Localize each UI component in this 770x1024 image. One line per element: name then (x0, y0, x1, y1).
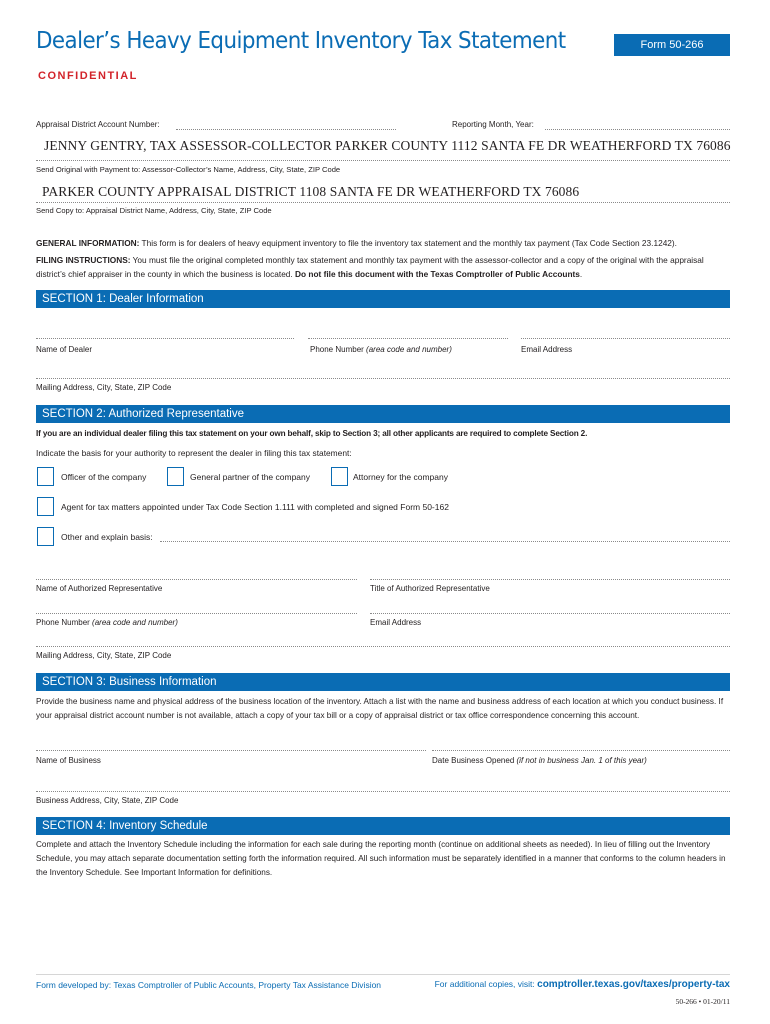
officer-checkbox[interactable] (37, 467, 54, 486)
agent-checkbox-label: Agent for tax matters appointed under Tax Code Section 1.111 with completed and signed Form 50-162 (61, 502, 449, 512)
filing-instructions-end: . (579, 269, 583, 279)
date-opened-label: Date Business Opened (if not in business Jan. 1 of this year) (432, 756, 647, 765)
reporting-month-label: Reporting Month, Year: (452, 120, 534, 129)
business-name-label: Name of Business (36, 756, 101, 765)
account-number-field[interactable] (176, 129, 396, 130)
officer-checkbox-label: Officer of the company (61, 472, 147, 482)
section3-instructions: Provide the business name and physical address of the business location of the inventory. Attach a list with the name and business address of each location at which you conduct business. If your appraisal district account number is not available, attach a copy of your tax bill or a copy of appraisal district or tax office correspondence concerning this account. (36, 697, 724, 720)
section2-skip-note: If you are an individual dealer filing this tax statement on your own behalf, skip to Section 3; all other applicants are required to complete Section 2. (36, 429, 588, 438)
footer-copies (435, 979, 730, 990)
dealer-email-field[interactable] (521, 338, 730, 339)
filing-instructions (36, 253, 730, 281)
rep-mailing-label: Mailing Address, City, State, ZIP Code (36, 651, 172, 660)
filing-instructions-label: FILING INSTRUCTIONS: (36, 255, 131, 265)
rep-phone-field[interactable] (36, 613, 357, 614)
general-information-text: This form is for dealers of heavy equipment inventory to file the inventory tax statement and the monthly tax payment (Tax Code Section 23.1242). (139, 238, 677, 248)
footer-url-link[interactable]: comptroller.texas.gov/taxes/property-tax (537, 979, 730, 990)
filing-instructions-emphasis: Do not file this document with the Texas Comptroller of Public Accounts (295, 269, 580, 279)
dealer-phone-label: Phone Number (area code and number) (310, 345, 452, 354)
footer-divider (36, 974, 730, 975)
send-original-line (36, 160, 730, 161)
rep-name-label: Name of Authorized Representative (36, 584, 163, 593)
footer-copies-prefix: For additional copies, visit: (434, 979, 538, 989)
send-original-label: Send Original with Payment to: Assessor-Collector’s Name, Address, City, State, ZIP Code (36, 165, 341, 174)
rep-title-label: Title of Authorized Representative (370, 584, 490, 593)
business-address-field[interactable] (36, 791, 730, 792)
reporting-month-field[interactable] (545, 129, 730, 130)
dealer-phone-field[interactable] (308, 338, 508, 339)
section2-header: SECTION 2: Authorized Representative (36, 405, 730, 423)
attorney-checkbox[interactable] (331, 467, 348, 486)
form-title: Dealer’s Heavy Equipment Inventory Tax Statement (36, 28, 566, 54)
rep-phone-label: Phone Number (area code and number) (36, 618, 178, 627)
send-copy-line (36, 202, 730, 203)
rep-email-label: Email Address (370, 618, 422, 627)
general-information (36, 236, 730, 250)
other-explain-field[interactable] (160, 541, 730, 542)
confidential-label: CONFIDENTIAL (38, 70, 138, 82)
dealer-mailing-field[interactable] (36, 378, 730, 379)
section4-instructions: Complete and attach the Inventory Schedule including the information for each sale during the reporting month (continue on additional sheets as needed). In lieu of filling out the Inventory Schedule, you may attach separate documentation setting forth the information required. All such information must be separately identified in a manner that conforms to the column headers in the Inventory Schedule. See Important Information for definitions. (36, 840, 726, 877)
rep-mailing-field[interactable] (36, 646, 730, 647)
form-number-badge: Form 50-266 (614, 34, 730, 56)
business-address-label: Business Address, City, State, ZIP Code (36, 796, 179, 805)
dealer-name-field[interactable] (36, 338, 294, 339)
footer-form-code: 50-266 • 01-20/11 (675, 997, 730, 1006)
rep-email-field[interactable] (370, 613, 730, 614)
dealer-mailing-label: Mailing Address, City, State, ZIP Code (36, 383, 172, 392)
rep-name-field[interactable] (36, 579, 357, 580)
account-number-label: Appraisal District Account Number: (36, 120, 160, 129)
date-opened-field[interactable] (432, 750, 730, 751)
dealer-email-label: Email Address (521, 345, 573, 354)
section1-header: SECTION 1: Dealer Information (36, 290, 730, 308)
filing-instructions-text: You must file the original completed monthly tax statement and monthly tax payment with the assessor-collector and a copy of the original with the appraisal district’s chief appraiser in the county in which the business is located. (36, 255, 704, 279)
business-name-field[interactable] (36, 750, 426, 751)
section4-header: SECTION 4: Inventory Schedule (36, 817, 730, 835)
general-partner-checkbox-label: General partner of the company (190, 472, 311, 482)
agent-checkbox[interactable] (37, 497, 54, 516)
general-information-label: GENERAL INFORMATION: (36, 238, 140, 248)
send-original-value[interactable]: JENNY GENTRY, TAX ASSESSOR-COLLECTOR PARKER COUNTY 1112 SANTA FE DR WEATHERFORD TX 76086 (44, 138, 731, 153)
attorney-checkbox-label: Attorney for the company (353, 472, 448, 482)
section3-header: SECTION 3: Business Information (36, 673, 730, 691)
other-checkbox-label: Other and explain basis: (61, 532, 153, 542)
section2-instruction: Indicate the basis for your authority to represent the dealer in filing this tax statement: (36, 448, 352, 458)
send-copy-value[interactable]: PARKER COUNTY APPRAISAL DISTRICT 1108 SANTA FE DR WEATHERFORD TX 76086 (42, 184, 580, 199)
send-copy-label: Send Copy to: Appraisal District Name, Address, City, State, ZIP Code (36, 206, 272, 215)
rep-title-field[interactable] (370, 579, 730, 580)
dealer-name-label: Name of Dealer (36, 345, 93, 354)
footer-developer: Form developed by: Texas Comptroller of Public Accounts, Property Tax Assistance Division (36, 980, 382, 990)
general-partner-checkbox[interactable] (167, 467, 184, 486)
other-checkbox[interactable] (37, 527, 54, 546)
